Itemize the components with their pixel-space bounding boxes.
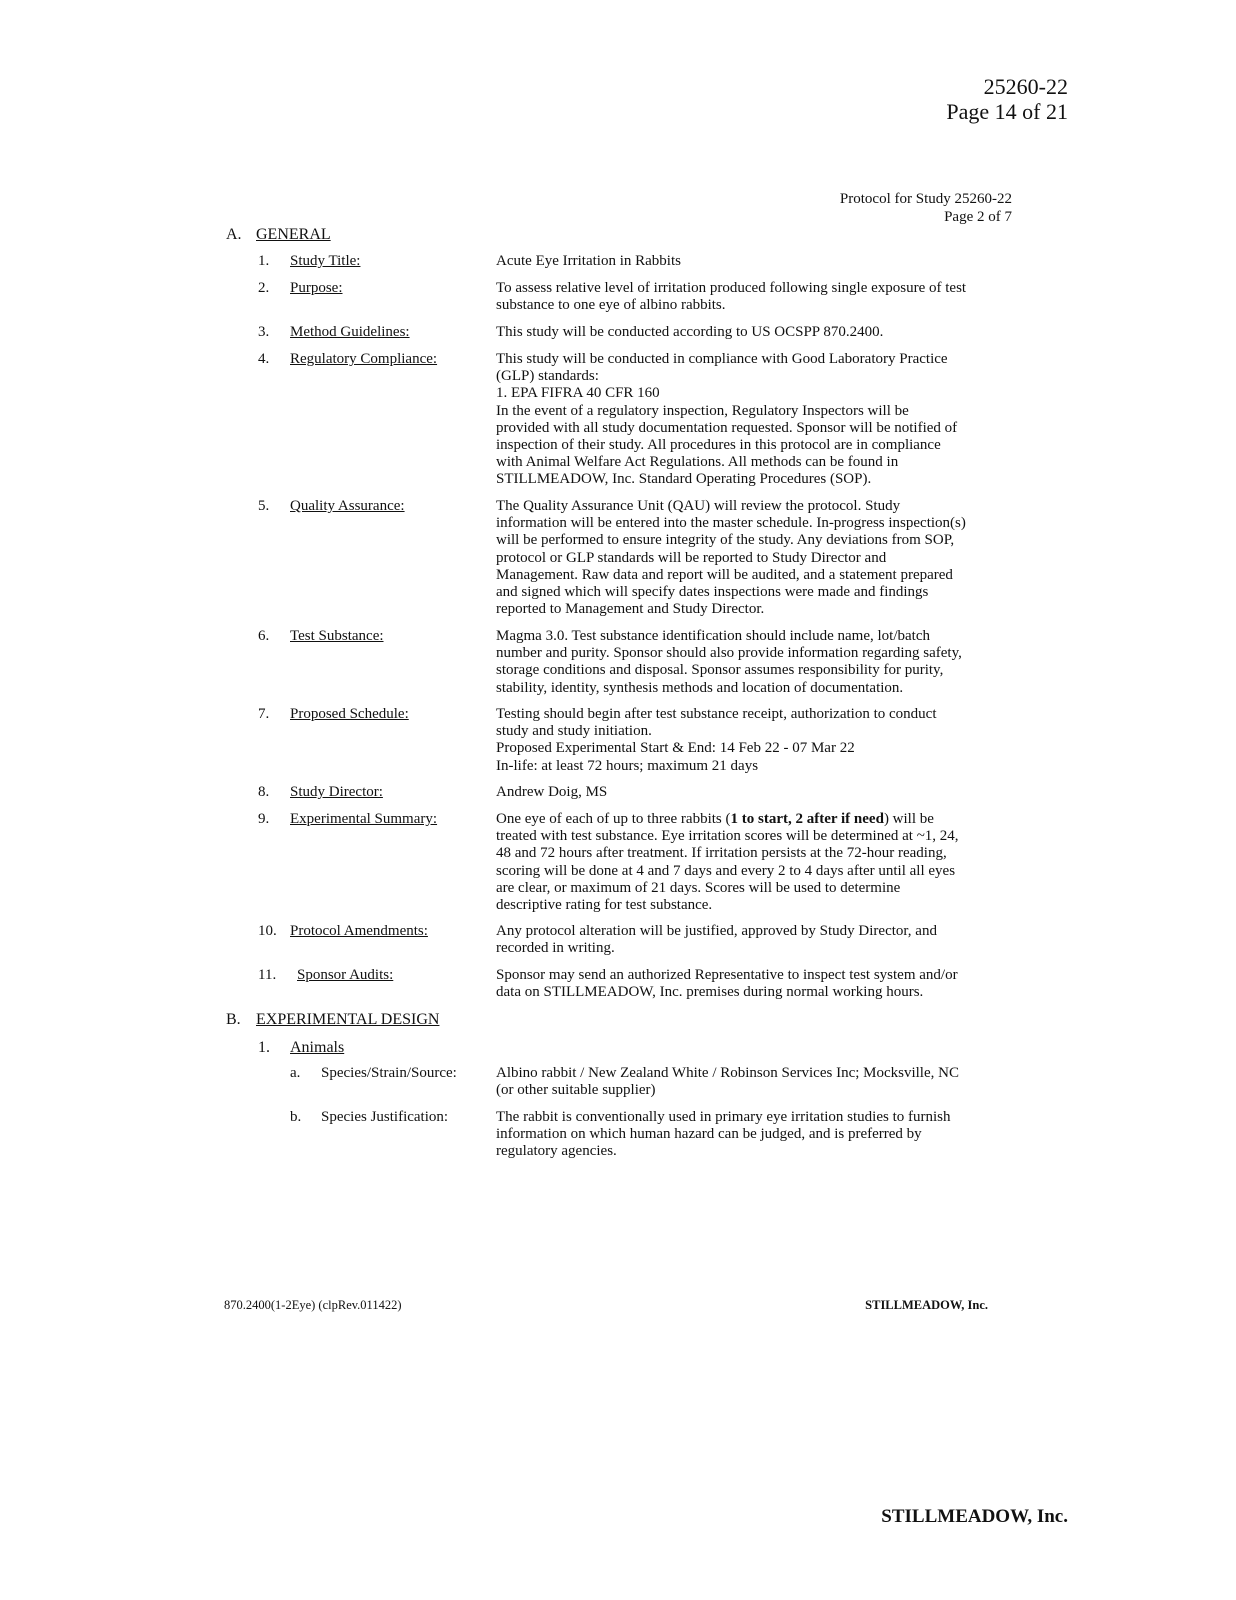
value-line: substance to one eye of albino rabbits. <box>496 297 726 314</box>
value-emphasis: 1 to start, 2 after if need <box>730 811 884 827</box>
value-line: In the event of a regulatory inspection, Regulatory Inspectors will be <box>496 402 909 419</box>
value-line: and signed which will specify dates inspections were made and findings <box>496 584 929 601</box>
item-value <box>496 923 1026 957</box>
value-line: number and purity. Sponsor should also provide information regarding safety, <box>496 645 962 662</box>
value-line: regulatory agencies. <box>496 1143 617 1160</box>
item-number: 6. <box>258 628 270 644</box>
value-line: information on which human hazard can be judged, and is preferred by <box>496 1126 922 1143</box>
value-line: Acute Eye Irritation in Rabbits <box>496 253 681 269</box>
value-line: reported to Management and Study Director. <box>496 601 765 618</box>
value-line: Andrew Doig, MS <box>496 784 608 800</box>
value-line: This study will be conducted according to US OCSPP 870.2400. <box>496 324 884 340</box>
item-value <box>496 253 1026 270</box>
value-line: descriptive rating for test substance. <box>496 897 713 914</box>
value-line: 1. EPA FIFRA 40 CFR 160 <box>496 385 660 402</box>
section-experimental-design-heading <box>226 1011 439 1029</box>
item-number: 1. <box>258 253 270 269</box>
protocol-reference: Protocol for Study 25260-22 <box>839 191 1012 207</box>
value-line: 48 and 72 hours after treatment. If irritation persists at the 72-hour reading, <box>496 845 947 862</box>
item-value <box>496 324 1026 341</box>
item-value <box>496 811 1026 914</box>
value-line: Sponsor may send an authorized Representative to inspect test system and/or <box>496 967 958 983</box>
item-label: Experimental Summary: <box>290 811 438 827</box>
item-value <box>496 498 1026 618</box>
item-label: Animals <box>290 1039 345 1056</box>
value-line: data on STILLMEADOW, Inc. premises during normal working hours. <box>496 984 924 1001</box>
item-label: Purpose: <box>290 280 343 296</box>
sub-item-letter: b. <box>290 1109 302 1125</box>
item-number: 1. <box>258 1039 270 1056</box>
item-label: Study Title: <box>290 253 361 269</box>
value-line <box>496 811 1026 828</box>
value-line: are clear, or maximum of 21 days. Scores will be used to determine <box>496 879 901 896</box>
item-value <box>496 706 1026 775</box>
value-line: The Quality Assurance Unit (QAU) will review the protocol. Study <box>496 498 901 514</box>
item-number: 5. <box>258 498 270 514</box>
value-line: protocol or GLP standards will be reported to Study Director and <box>496 549 887 566</box>
value-line: In-life: at least 72 hours; maximum 21 days <box>496 757 759 774</box>
value-line: will be performed to ensure integrity of the study. Any deviations from SOP, <box>496 532 955 549</box>
section-general-heading <box>226 226 331 244</box>
page-identifier <box>946 74 1068 124</box>
sub-item-letter: a. <box>290 1065 301 1081</box>
item-number: 3. <box>258 324 270 340</box>
protocol-identifier <box>840 190 1012 226</box>
company-brand: STILLMEADOW, Inc. <box>881 1506 1068 1527</box>
page-number: Page 14 of 21 <box>946 99 1068 124</box>
form-code: 870.2400(1-2Eye) (clpRev.011422) <box>224 1298 402 1312</box>
value-line: Any protocol alteration will be justified, approved by Study Director, and <box>496 923 937 939</box>
value-line: Proposed Experimental Start & End: 14 Feb 22 - 07 Mar 22 <box>496 740 855 757</box>
item-label: Study Director: <box>290 784 383 800</box>
value-line: To assess relative level of irritation produced following single exposure of test <box>496 280 967 296</box>
sub-item-label: Species/Strain/Source: <box>321 1065 457 1081</box>
item-number: 7. <box>258 706 270 722</box>
item-value <box>496 784 1026 801</box>
section-title: EXPERIMENTAL DESIGN <box>256 1011 440 1028</box>
value-line: inspection of their study. All procedures in this protocol are in compliance <box>496 437 941 454</box>
item-label: Proposed Schedule: <box>290 706 409 722</box>
footer-company: STILLMEADOW, Inc. <box>865 1298 988 1312</box>
value-line: Albino rabbit / New Zealand White / Robinson Services Inc; Mocksville, NC <box>496 1065 959 1081</box>
value-text: ) will be <box>883 811 934 827</box>
item-value <box>496 967 1026 1001</box>
item-number: 8. <box>258 784 270 800</box>
item-label: Test Substance: <box>290 628 384 644</box>
item-label: Sponsor Audits: <box>297 967 394 983</box>
value-line: STILLMEADOW, Inc. Standard Operating Procedures (SOP). <box>496 471 872 488</box>
item-label: Regulatory Compliance: <box>290 351 438 367</box>
value-line: information will be entered into the master schedule. In-progress inspection(s) <box>496 515 966 532</box>
section-title: GENERAL <box>256 226 331 243</box>
item-number: 10. <box>258 923 277 939</box>
value-line: scoring will be done at 4 and 7 days and every 2 to 4 days after until all eyes <box>496 862 956 879</box>
document-number: 25260-22 <box>983 74 1068 99</box>
value-line: Magma 3.0. Test substance identification should include name, lot/batch <box>496 628 930 644</box>
value-line: Management. Raw data and report will be audited, and a statement prepared <box>496 566 953 583</box>
value-line: storage conditions and disposal. Sponsor assumes responsibility for purity, <box>496 662 944 679</box>
item-value <box>496 628 1026 697</box>
section-letter: A. <box>226 226 242 243</box>
value-line: The rabbit is conventionally used in primary eye irritation studies to furnish <box>496 1109 951 1125</box>
sub-item-label: Species Justification: <box>321 1109 449 1125</box>
value-line: recorded in writing. <box>496 940 615 957</box>
protocol-page: Page 2 of 7 <box>944 209 1012 225</box>
item-value <box>496 280 1026 314</box>
section-letter: B. <box>226 1011 241 1028</box>
item-value <box>496 1109 1026 1161</box>
item-value <box>496 351 1026 489</box>
item-number: 4. <box>258 351 270 367</box>
value-line: study and study initiation. <box>496 723 652 740</box>
item-number: 9. <box>258 811 270 827</box>
value-line: treated with test substance. Eye irritation scores will be determined at ~1, 24, <box>496 828 959 845</box>
item-label: Method Guidelines: <box>290 324 410 340</box>
value-line: (GLP) standards: <box>496 368 599 385</box>
value-text: One eye of each of up to three rabbits ( <box>496 811 731 827</box>
value-line: with Animal Welfare Act Regulations. All methods can be found in <box>496 454 899 471</box>
value-line: stability, identity, synthesis methods and location of documentation. <box>496 679 904 696</box>
item-number: 2. <box>258 280 270 296</box>
value-line: (or other suitable supplier) <box>496 1082 656 1099</box>
item-number: 11. <box>258 967 277 983</box>
item-label: Protocol Amendments: <box>290 923 428 939</box>
value-line: Testing should begin after test substance receipt, authorization to conduct <box>496 706 937 722</box>
item-value <box>496 1065 1026 1099</box>
value-line: This study will be conducted in compliance with Good Laboratory Practice <box>496 351 948 367</box>
value-line: provided with all study documentation requested. Sponsor will be notified of <box>496 419 958 436</box>
item-label: Quality Assurance: <box>290 498 405 514</box>
